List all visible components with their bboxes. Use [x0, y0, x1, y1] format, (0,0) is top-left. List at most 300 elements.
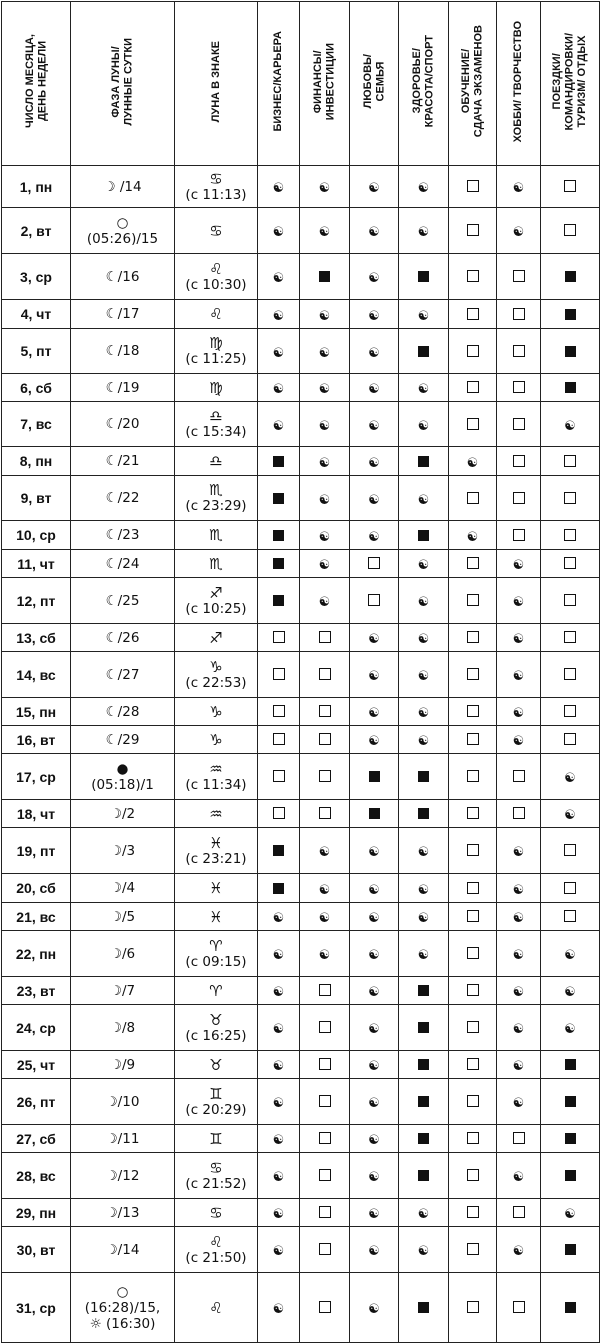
moon-phase-cell: [71, 476, 175, 521]
moon-phase-cell: [71, 977, 175, 1005]
yin-yang-icon: ☯: [417, 706, 430, 721]
rating-cell: [350, 1153, 399, 1199]
rating-cell: [300, 300, 350, 329]
empty-square-icon: [273, 807, 285, 819]
yin-yang-icon: ☯: [512, 1059, 525, 1074]
rating-cell: [497, 726, 541, 754]
moon-phase-cell: [71, 578, 175, 624]
day-cell: 16, вт: [2, 726, 71, 754]
rating-cell: [449, 208, 497, 254]
header-love: ЛЮБОВЬ/ СЕМЬЯ: [350, 2, 399, 166]
moon-phase-cell: [71, 726, 175, 754]
moon-phase-cell: [71, 402, 175, 447]
empty-square-icon: [513, 455, 525, 467]
yin-yang-icon: ☯: [368, 669, 380, 684]
empty-square-icon: [513, 345, 525, 357]
yin-yang-icon: ☯: [564, 948, 576, 963]
yin-yang-icon: ☯: [272, 1133, 285, 1148]
rating-cell: [258, 874, 300, 903]
empty-square-icon: [467, 345, 479, 357]
rating-cell: [449, 1079, 497, 1125]
yin-yang-icon: ☯: [272, 1022, 285, 1037]
rating-cell: [300, 1273, 350, 1343]
zodiac-sign-icon: ♐: [209, 628, 223, 647]
rating-cell: [541, 874, 600, 903]
yin-yang-icon: ☯: [318, 595, 331, 610]
table-row: [2, 754, 600, 800]
yin-yang-icon: ☯: [512, 1170, 525, 1185]
rating-cell: [300, 1153, 350, 1199]
day-cell: 19, пт: [2, 828, 71, 874]
sign-entry-time: (с 16:25): [185, 1027, 247, 1044]
rating-cell: [449, 624, 497, 652]
header-day: ЧИСЛО МЕСЯЦА, ДЕНЬ НЕДЕЛИ: [2, 2, 71, 166]
rating-cell: [300, 166, 350, 208]
empty-square-icon: [564, 631, 576, 643]
day-cell: 3, ср: [2, 254, 71, 300]
table-row: [2, 1079, 600, 1125]
yin-yang-icon: ☯: [318, 558, 331, 573]
moon-sign-cell: [175, 1051, 258, 1079]
black-square-icon: [418, 530, 429, 541]
moon-phase-cell: [71, 1051, 175, 1079]
rating-cell: [497, 754, 541, 800]
rating-cell: [300, 374, 350, 402]
moon-sign-cell: [175, 1005, 258, 1051]
rating-cell: [497, 977, 541, 1005]
yin-yang-icon: ☯: [318, 382, 331, 397]
rating-cell: [258, 698, 300, 726]
empty-square-icon: [319, 1169, 331, 1181]
black-square-icon: [418, 771, 429, 782]
day-cell: 22, пн: [2, 931, 71, 977]
yin-yang-icon: ☯: [417, 948, 430, 963]
moon-sign-cell: [175, 698, 258, 726]
rating-cell: [497, 1227, 541, 1273]
empty-square-icon: [513, 807, 525, 819]
empty-square-icon: [513, 529, 525, 541]
moon-phase-line: ○: [116, 214, 129, 231]
day-cell: 2, вт: [2, 208, 71, 254]
empty-square-icon: [467, 270, 479, 282]
rating-cell: [258, 254, 300, 300]
rating-cell: [300, 874, 350, 903]
rating-cell: [449, 977, 497, 1005]
moon-sign-cell: [175, 208, 258, 254]
rating-cell: [399, 166, 449, 208]
rating-cell: [399, 624, 449, 652]
rating-cell: [300, 402, 350, 447]
moon-phase-line: ☽/5: [109, 908, 136, 925]
rating-cell: [350, 1125, 399, 1153]
rating-cell: [350, 726, 399, 754]
rating-cell: [449, 374, 497, 402]
empty-square-icon: [273, 705, 285, 717]
empty-square-icon: [467, 1095, 479, 1107]
header-travel: ПОЕЗДКИ/ КОМАНДИРОВКИ/ ТУРИЗМ/ ОТДЫХ: [541, 2, 600, 166]
rating-cell: [350, 402, 399, 447]
moon-phase-cell: [71, 828, 175, 874]
empty-square-icon: [319, 807, 331, 819]
rating-cell: [399, 1273, 449, 1343]
yin-yang-icon: ☯: [368, 1170, 380, 1185]
moon-phase-cell: [71, 208, 175, 254]
rating-cell: [399, 550, 449, 578]
yin-yang-icon: ☯: [417, 1207, 430, 1222]
yin-yang-icon: ☯: [417, 1244, 430, 1259]
yin-yang-icon: ☯: [368, 845, 380, 860]
rating-cell: [497, 254, 541, 300]
rating-cell: [541, 931, 600, 977]
yin-yang-icon: ☯: [368, 911, 380, 926]
rating-cell: [541, 652, 600, 698]
moon-phase-line: ☽/14: [105, 1241, 140, 1258]
zodiac-sign-icon: ♉: [209, 1055, 223, 1074]
header-moon-phase: ФАЗА ЛУНЫ/ ЛУННЫЕ СУТКИ: [71, 2, 175, 166]
black-square-icon: [418, 1133, 429, 1144]
rating-cell: [497, 1125, 541, 1153]
rating-cell: [497, 447, 541, 476]
rating-cell: [258, 977, 300, 1005]
rating-cell: [350, 476, 399, 521]
table-row: [2, 726, 600, 754]
rating-cell: [399, 374, 449, 402]
moon-phase-line: ☾/28: [105, 703, 140, 720]
empty-square-icon: [467, 705, 479, 717]
yin-yang-icon: ☯: [318, 308, 331, 324]
zodiac-sign-icon: ♓: [209, 833, 223, 852]
rating-cell: [449, 402, 497, 447]
yin-yang-icon: ☯: [272, 948, 285, 963]
rating-cell: [449, 300, 497, 329]
moon-phase-cell: [71, 903, 175, 931]
yin-yang-icon: ☯: [318, 948, 331, 963]
yin-yang-icon: ☯: [272, 1059, 285, 1074]
moon-sign-cell: [175, 624, 258, 652]
rating-cell: [449, 828, 497, 874]
rating-cell: [449, 1125, 497, 1153]
lunar-calendar-table: [1, 1, 600, 1343]
empty-square-icon: [513, 308, 525, 320]
rating-cell: [258, 1051, 300, 1079]
rating-cell: [350, 300, 399, 329]
zodiac-sign-icon: ♑: [209, 730, 223, 749]
rating-cell: [541, 254, 600, 300]
moon-sign-cell: [175, 828, 258, 874]
rating-cell: [541, 550, 600, 578]
black-square-icon: [565, 382, 576, 393]
empty-square-icon: [467, 947, 479, 959]
rating-cell: [399, 402, 449, 447]
yin-yang-icon: ☯: [368, 706, 380, 721]
moon-phase-cell: [71, 1005, 175, 1051]
yin-yang-icon: ☯: [512, 632, 525, 647]
rating-cell: [449, 578, 497, 624]
moon-phase-cell: [71, 800, 175, 828]
black-square-icon: [273, 456, 284, 467]
empty-square-icon: [467, 910, 479, 922]
table-row: [2, 208, 600, 254]
yin-yang-icon: ☯: [272, 1244, 285, 1259]
moon-sign-cell: [175, 476, 258, 521]
rating-cell: [497, 931, 541, 977]
yin-yang-icon: ☯: [272, 1207, 285, 1222]
rating-cell: [541, 1273, 600, 1343]
rating-cell: [258, 521, 300, 550]
black-square-icon: [565, 1170, 576, 1181]
yin-yang-icon: ☯: [368, 271, 380, 286]
moon-phase-line: ●: [116, 760, 129, 777]
yin-yang-icon: ☯: [417, 418, 430, 434]
table-row: [2, 374, 600, 402]
yin-yang-icon: ☯: [368, 882, 380, 898]
moon-sign-cell: [175, 1199, 258, 1227]
empty-square-icon: [467, 594, 479, 606]
zodiac-sign-icon: ♒: [209, 804, 223, 823]
rating-cell: [300, 578, 350, 624]
header-health: ЗДОРОВЬЕ/ КРАСОТА/СПОРТ: [399, 2, 449, 166]
rating-cell: [300, 1079, 350, 1125]
empty-square-icon: [467, 381, 479, 393]
header-row: [2, 2, 600, 166]
table-row: [2, 652, 600, 698]
empty-square-icon: [467, 844, 479, 856]
rating-cell: [541, 1227, 600, 1273]
moon-phase-cell: [71, 166, 175, 208]
empty-square-icon: [564, 594, 576, 606]
empty-square-icon: [467, 733, 479, 745]
moon-sign-cell: [175, 977, 258, 1005]
black-square-icon: [418, 456, 429, 467]
rating-cell: [258, 166, 300, 208]
empty-square-icon: [564, 882, 576, 894]
yin-yang-icon: ☯: [512, 985, 525, 1000]
table-row: [2, 828, 600, 874]
rating-cell: [399, 977, 449, 1005]
yin-yang-icon: ☯: [512, 706, 525, 721]
header-hobby: ХОББИ/ ТВОРЧЕСТВО: [497, 2, 541, 166]
black-square-icon: [273, 558, 284, 569]
empty-square-icon: [564, 733, 576, 745]
yin-yang-icon: ☯: [368, 1302, 380, 1317]
empty-square-icon: [564, 455, 576, 467]
rating-cell: [399, 578, 449, 624]
yin-yang-icon: ☯: [272, 181, 285, 196]
day-cell: 5, пт: [2, 329, 71, 374]
rating-cell: [497, 1005, 541, 1051]
moon-phase-line: ☾/29: [105, 731, 140, 748]
day-cell: 29, пн: [2, 1199, 71, 1227]
empty-square-icon: [513, 1132, 525, 1144]
rating-cell: [350, 329, 399, 374]
rating-cell: [258, 1125, 300, 1153]
moon-phase-cell: [71, 1273, 175, 1343]
black-square-icon: [565, 309, 576, 320]
yin-yang-icon: ☯: [272, 1302, 285, 1317]
zodiac-sign-icon: ♌: [209, 1232, 223, 1251]
calendar-body: [2, 166, 600, 1343]
rating-cell: [399, 828, 449, 874]
yin-yang-icon: ☯: [417, 382, 430, 397]
moon-phase-line: ☾/26: [105, 629, 140, 646]
zodiac-sign-icon: ♎: [209, 407, 223, 425]
rating-cell: [497, 1051, 541, 1079]
moon-phase-line: ☾/23: [105, 527, 140, 543]
zodiac-sign-icon: ♋: [209, 1203, 223, 1222]
empty-square-icon: [467, 882, 479, 894]
yin-yang-icon: ☯: [368, 382, 380, 397]
table-row: [2, 698, 600, 726]
rating-cell: [350, 166, 399, 208]
moon-phase-cell: [71, 521, 175, 550]
moon-sign-cell: [175, 931, 258, 977]
rating-cell: [399, 254, 449, 300]
day-cell: 31, ср: [2, 1273, 71, 1343]
table-row: [2, 521, 600, 550]
black-square-icon: [565, 1096, 576, 1107]
empty-square-icon: [467, 308, 479, 320]
black-square-icon: [319, 271, 330, 282]
empty-square-icon: [513, 1206, 525, 1218]
rating-cell: [258, 652, 300, 698]
sign-entry-time: (с 23:21): [185, 850, 247, 867]
zodiac-sign-icon: ♏: [209, 554, 223, 573]
rating-cell: [541, 1199, 600, 1227]
black-square-icon: [565, 1244, 576, 1255]
rating-cell: [497, 624, 541, 652]
moon-phase-line: ☽/13: [105, 1204, 140, 1221]
table-row: [2, 1125, 600, 1153]
yin-yang-icon: ☯: [318, 492, 331, 508]
empty-square-icon: [467, 1058, 479, 1070]
moon-sign-cell: [175, 903, 258, 931]
moon-sign-cell: [175, 1153, 258, 1199]
zodiac-sign-icon: ♈: [209, 936, 223, 955]
moon-phase-line: ☾/19: [105, 379, 140, 396]
black-square-icon: [273, 530, 284, 541]
zodiac-sign-icon: ♊: [209, 1084, 223, 1103]
black-square-icon: [418, 1096, 429, 1107]
rating-cell: [497, 550, 541, 578]
rating-cell: [497, 903, 541, 931]
yin-yang-icon: ☯: [318, 225, 331, 240]
empty-square-icon: [467, 631, 479, 643]
empty-square-icon: [319, 1206, 331, 1218]
yin-yang-icon: ☯: [512, 595, 525, 610]
empty-square-icon: [467, 1169, 479, 1181]
yin-yang-icon: ☯: [512, 734, 525, 749]
sign-entry-time: (с 09:15): [185, 953, 247, 970]
rating-cell: [449, 1273, 497, 1343]
rating-cell: [399, 300, 449, 329]
rating-cell: [497, 1273, 541, 1343]
empty-square-icon: [564, 557, 576, 569]
day-cell: 20, сб: [2, 874, 71, 903]
empty-square-icon: [319, 1301, 331, 1313]
sign-entry-time: (с 10:30): [185, 276, 247, 293]
table-row: [2, 874, 600, 903]
rating-cell: [399, 476, 449, 521]
rating-cell: [497, 374, 541, 402]
yin-yang-icon: ☯: [512, 558, 525, 573]
zodiac-sign-icon: ♉: [209, 1010, 223, 1029]
sign-entry-time: (с 21:50): [185, 1249, 247, 1266]
day-cell: 8, пн: [2, 447, 71, 476]
yin-yang-icon: ☯: [417, 734, 430, 749]
moon-phase-line: ☽/3: [109, 842, 136, 859]
empty-square-icon: [467, 1206, 479, 1218]
empty-square-icon: [467, 224, 479, 236]
yin-yang-icon: ☯: [417, 492, 430, 508]
table-row: [2, 476, 600, 521]
yin-yang-icon: ☯: [272, 271, 285, 286]
rating-cell: [449, 521, 497, 550]
table-row: [2, 1227, 600, 1273]
yin-yang-icon: ☯: [512, 845, 525, 860]
rating-cell: [449, 1005, 497, 1051]
day-cell: 26, пт: [2, 1079, 71, 1125]
table-row: [2, 1051, 600, 1079]
zodiac-sign-icon: ♊: [209, 1129, 223, 1148]
day-cell: 18, чт: [2, 800, 71, 828]
moon-phase-line: ☽/7: [109, 982, 136, 999]
rating-cell: [350, 977, 399, 1005]
moon-sign-cell: [175, 1125, 258, 1153]
empty-square-icon: [513, 492, 525, 504]
moon-phase-cell: [71, 754, 175, 800]
yin-yang-icon: ☯: [417, 845, 430, 860]
black-square-icon: [565, 1059, 576, 1070]
rating-cell: [300, 828, 350, 874]
rating-cell: [300, 476, 350, 521]
yin-yang-icon: ☯: [368, 734, 380, 749]
rating-cell: [258, 578, 300, 624]
moon-phase-line: ☽/4: [109, 880, 136, 896]
zodiac-sign-icon: ♓: [209, 907, 223, 926]
moon-phase-cell: [71, 254, 175, 300]
moon-phase-line: ☽/12: [105, 1167, 140, 1184]
zodiac-sign-icon: ♏: [209, 526, 223, 544]
zodiac-sign-icon: ♒: [209, 759, 223, 778]
rating-cell: [258, 208, 300, 254]
moon-phase-line: ☾/22: [105, 490, 140, 506]
moon-sign-cell: [175, 754, 258, 800]
yin-yang-icon: ☯: [318, 882, 331, 898]
moon-phase-cell: [71, 931, 175, 977]
black-square-icon: [565, 346, 576, 357]
rating-cell: [258, 1199, 300, 1227]
moon-phase-cell: [71, 300, 175, 329]
black-square-icon: [273, 595, 284, 606]
rating-cell: [541, 1125, 600, 1153]
rating-cell: [541, 166, 600, 208]
rating-cell: [399, 931, 449, 977]
black-square-icon: [418, 1059, 429, 1070]
empty-square-icon: [467, 770, 479, 782]
day-cell: 4, чт: [2, 300, 71, 329]
empty-square-icon: [319, 705, 331, 717]
empty-square-icon: [564, 224, 576, 236]
empty-square-icon: [319, 733, 331, 745]
zodiac-sign-icon: ♋: [209, 221, 223, 240]
black-square-icon: [565, 271, 576, 282]
rating-cell: [300, 698, 350, 726]
zodiac-sign-icon: ♌: [209, 259, 223, 278]
rating-cell: [541, 903, 600, 931]
yin-yang-icon: ☯: [512, 1096, 525, 1111]
rating-cell: [399, 726, 449, 754]
moon-sign-cell: [175, 521, 258, 550]
